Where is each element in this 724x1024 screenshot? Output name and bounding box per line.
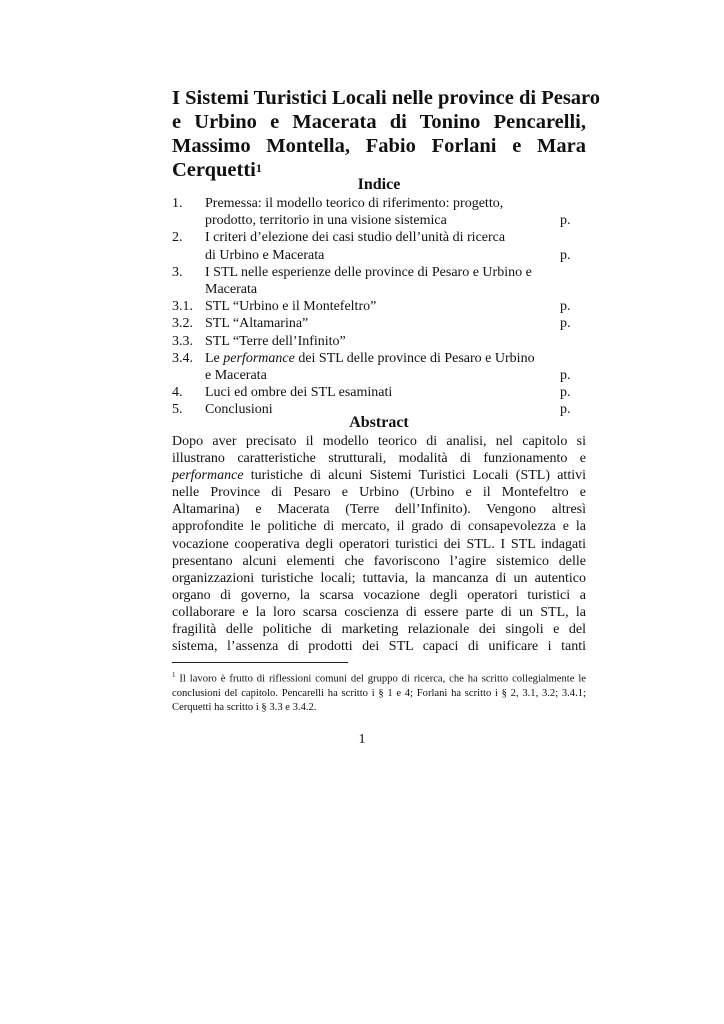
toc-title [205,229,555,263]
toc-number: 3. [172,264,183,280]
toc-title-line: Le performance dei STL delle province di Pesaro e Urbino [205,350,535,366]
abstract-line: fragilità delle politiche di marketing relazionale dei singoli e del [172,622,586,638]
toc-title [205,298,555,315]
abstract-line: organo di governo, la scarsa vocazione degli operatori turistici a [172,587,586,603]
toc-title [205,195,555,229]
toc-title-line: Premessa: il modello teorico di riferimento: progetto, [205,196,504,211]
toc-number: 5. [172,402,183,418]
toc-page-ref: p. [560,402,571,418]
toc-title-line: STL “Terre dell’Infinito” [205,333,346,349]
toc-page-ref: p. [560,247,571,263]
footnote-line: Cerquetti ha scritto i § 3.3 e 3.4.2. [172,702,317,714]
toc-title [205,264,555,298]
abstract-line: illustrano caratteristiche strutturali, modalità di funzionamento e [172,451,586,467]
abstract-line: performance turistiche di alcuni Sistemi Turistici Locali (STL) attivi [172,468,586,484]
title-line: Massimo Montella, Fabio Forlani e Mara [172,135,586,157]
toc-entry [172,229,586,263]
abstract-heading: Abstract [349,414,409,431]
toc-entry [172,350,586,384]
toc-number: 3.3. [172,333,193,349]
footnote-line: conclusioni del capitolo. Pencarelli ha scritto i § 1 e 4; Forlani ha scritto i § 2, 3.1, 3.2; 3.4.1; [172,687,586,699]
toc-number: 2. [172,230,183,246]
toc-number: 3.1. [172,299,193,315]
toc-title-line: Macerata [205,282,258,298]
footnote-mark: 1 [172,671,176,679]
abstract-line: Altamarina) e Macerata (Terre dell’Infinito). Vengono altresì [172,502,586,518]
toc-entry [172,333,586,350]
page-number: 1 [358,732,366,747]
toc-title [205,350,555,384]
toc-number: 4. [172,385,183,401]
index-heading: Indice [357,176,401,193]
footnote-line: $^1$ Il lavoro è frutto di riflessioni comuni del gruppo di ricerca, che ha scritto collegialmente le [172,671,586,685]
toc-title-line: Luci ed ombre dei STL esaminati [205,385,393,401]
title-line: I Sistemi Turistici Locali nelle province di Pesaro [172,87,601,109]
toc-title-line: e Macerata [205,368,267,384]
toc-entry [172,195,586,229]
document-title [172,86,601,182]
abstract-line: nelle Province di Pesaro e Urbino (Urbino e il Montefeltro e [172,485,586,501]
toc-page-ref: p. [560,385,571,401]
toc-page-ref: p. [560,299,571,315]
toc-title-line: I criteri d’elezione dei casi studio dell’unità di ricerca [205,230,506,246]
toc-page-ref: p. [560,368,571,384]
abstract-line: vocazione cooperativa degli operatori turistici dei STL. I STL indagati [172,536,586,552]
toc-title-line: Conclusioni [205,402,273,418]
abstract-body [172,433,586,655]
toc-title [205,333,555,350]
abstract-line: presentano alcuni elementi che favoriscono l’agire sistemico delle [172,553,586,569]
title-line: e Urbino e Macerata di Tonino Pencarelli, [172,111,586,133]
toc-title-line: prodotto, territorio in una visione sistemica [205,213,447,229]
toc-page-ref: p. [560,213,571,229]
toc-title-line: di Urbino e Macerata [205,247,325,263]
footnote-divider [172,662,348,663]
footnote [172,668,586,716]
abstract-line: approfondite le politiche di mercato, il grado di consapevolezza e la [172,519,586,535]
abstract-line: sistema, l’assenza di prodotti dei STL capaci di unificare i tanti [172,639,586,655]
toc-number: 3.2. [172,316,193,332]
toc-entry [172,298,586,315]
abstract-line: collaborare e la loro scarsa coscienza di essere parte di un STL, la [172,604,586,620]
toc-title-line: I STL nelle esperienze delle province di Pesaro e Urbino e [205,264,532,280]
toc-title [205,315,555,332]
toc-page-ref: p. [560,316,571,332]
toc-entry [172,384,586,401]
table-of-contents [172,195,586,419]
toc-number: 3.4. [172,350,193,366]
toc-title-line: STL “Urbino e il Montefeltro” [205,299,377,315]
toc-entry [172,264,586,298]
toc-title-line: STL “Altamarina” [205,316,309,332]
abstract-line: Dopo aver precisato il modello teorico di analisi, nel capitolo si [172,434,586,449]
toc-title [205,384,555,401]
toc-number: 1. [172,196,183,211]
title-footnote-mark: 1 [255,161,262,175]
toc-entry [172,315,586,332]
title-last-word: Cerquetti [172,159,256,181]
abstract-line: organizzazioni turistiche locali; tuttavia, la mancanza di un autentico [172,570,586,586]
